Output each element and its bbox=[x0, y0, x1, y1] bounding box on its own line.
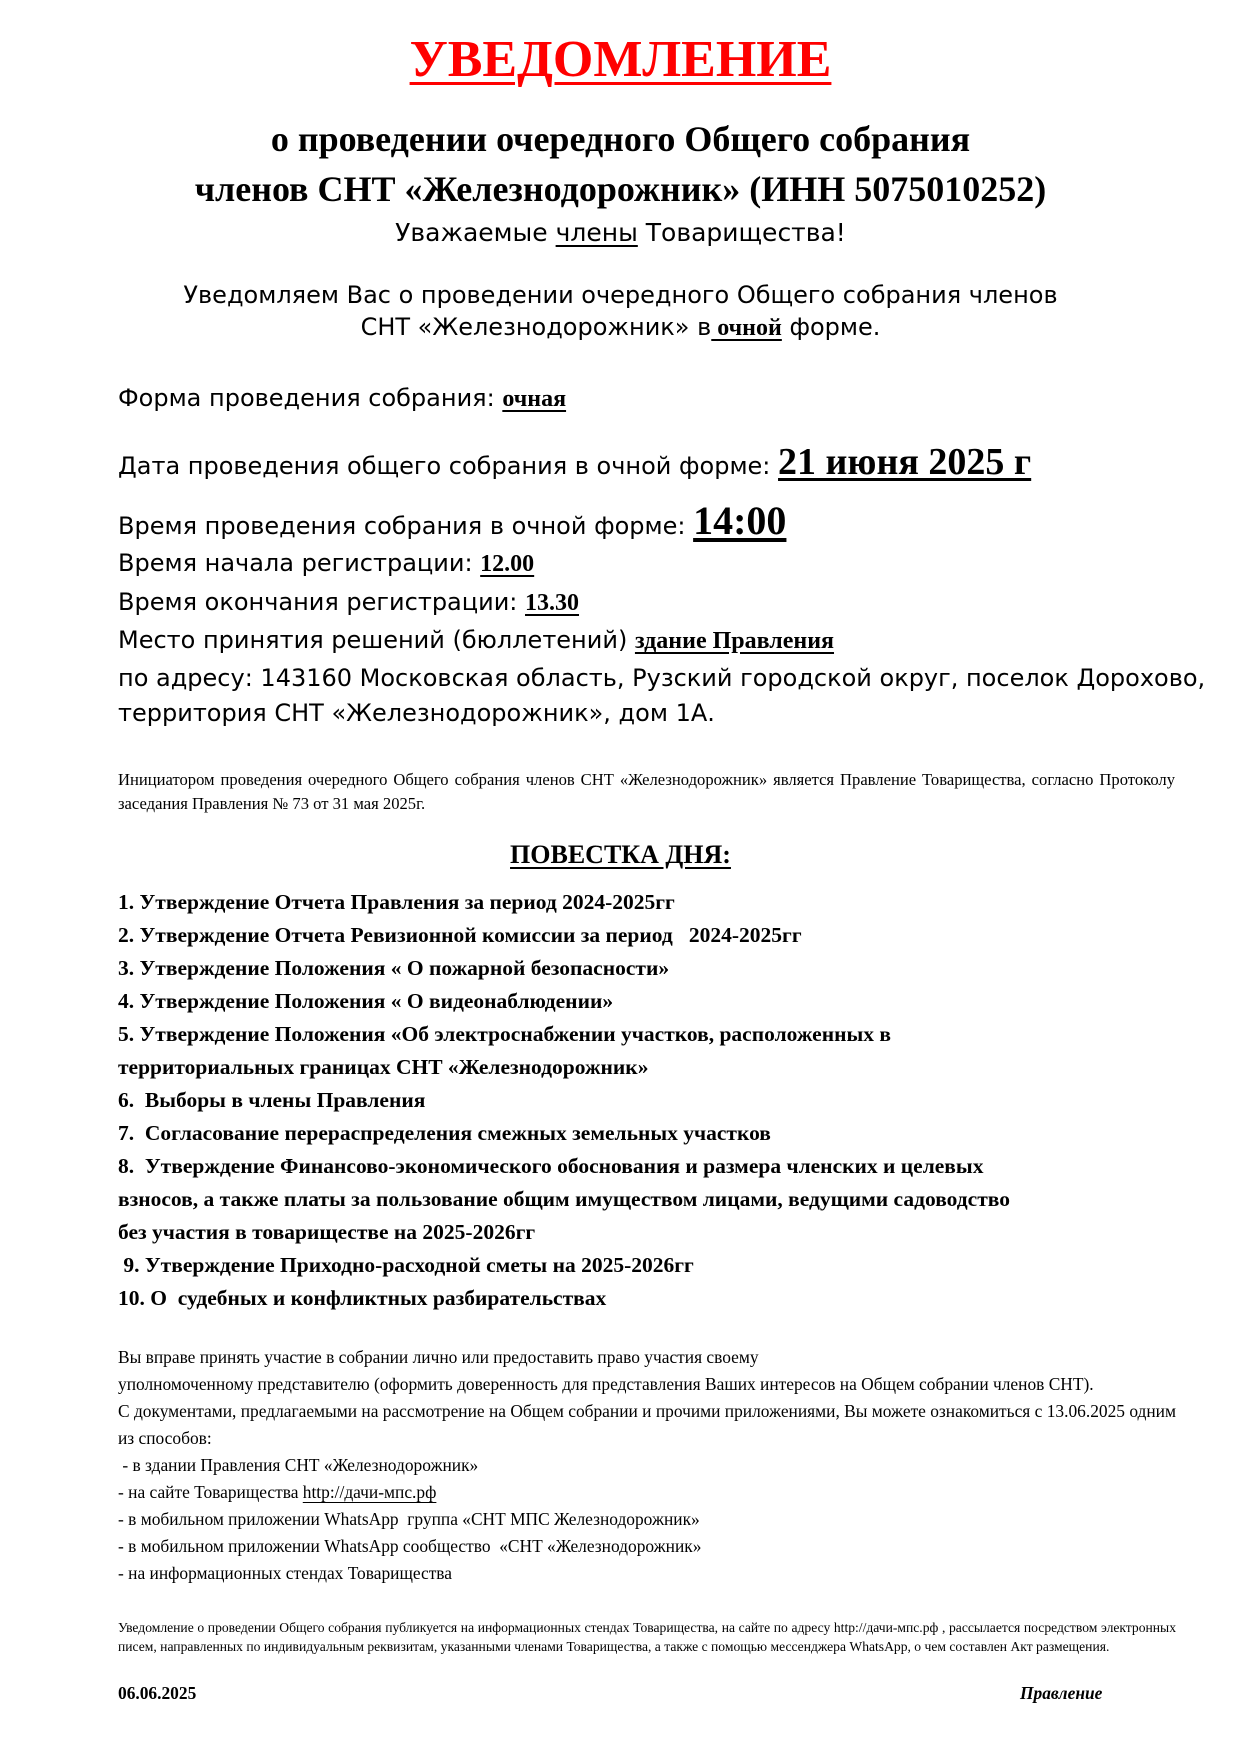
intro-line1: Уведомляем Вас о проведении очередного Общего собрания членов bbox=[183, 281, 1058, 309]
documents-paragraph: С документами, предлагаемыми на рассмотрение на Общем собрании и прочими приложениями, Вы можете ознакомиться с 13.06.2025 одним из способов: bbox=[118, 1401, 1176, 1448]
document-date: 06.06.2025 bbox=[118, 1683, 197, 1703]
participation-line1: Вы вправе принять участие в собрании лично или предоставить право участия своему bbox=[118, 1347, 759, 1367]
agenda-item: 9. Утверждение Приходно-расходной сметы на 2025-2026гг bbox=[118, 1253, 694, 1277]
way-whatsapp-community: - в мобильном приложении WhatsApp сообщество «СНТ «Железнодорожник» bbox=[118, 1536, 702, 1556]
initiator-paragraph: Инициатором проведения очередного Общего собрания членов СНТ «Железнодорожник» является Правление Товарищества, согласно Протоколу заседания Правления № 73 от 31 мая 2025г. bbox=[118, 770, 1175, 813]
document-subtitle-line1: о проведении очередного Общего собрания bbox=[270, 119, 971, 159]
agenda-item: 2. Утверждение Отчета Ревизионной комиссии за период 2024-2025гг bbox=[118, 923, 802, 947]
way-whatsapp-group: - в мобильном приложении WhatsApp группа «СНТ МПС Железнодорожник» bbox=[118, 1509, 700, 1529]
signature-board: Правление bbox=[1020, 1683, 1103, 1703]
way-website: - на сайте Товарищества http://дачи-мпс.рф bbox=[118, 1482, 437, 1502]
agenda-item: 1. Утверждение Отчета Правления за период 2024-2025гг bbox=[118, 890, 675, 914]
agenda-item: территориальных границах СНТ «Железнодорожник» bbox=[118, 1055, 649, 1079]
website-link[interactable]: http://дачи-мпс.рф bbox=[302, 1482, 437, 1502]
agenda-item: 8. Утверждение Финансово-экономического обоснования и размера членских и целевых bbox=[118, 1154, 984, 1178]
registration-end: Время окончания регистрации: 13.30 bbox=[118, 588, 580, 616]
intro-line2: СНТ «Железнодорожник» в очной форме. bbox=[360, 313, 881, 341]
greeting: Уважаемые члены Товарищества! bbox=[395, 218, 846, 247]
agenda-item: без участия в товариществе на 2025-2026гг bbox=[118, 1220, 536, 1244]
agenda-item: 5. Утверждение Положения «Об электроснабжении участков, расположенных в bbox=[118, 1022, 891, 1046]
info-block bbox=[118, 1344, 1176, 1587]
way-info-stands: - на информационных стендах Товарищества bbox=[118, 1563, 453, 1583]
way-board-building: - в здании Правления СНТ «Железнодорожник» bbox=[118, 1455, 479, 1475]
meeting-form: Форма проведения собрания: очная bbox=[118, 384, 567, 412]
document-title: УВЕДОМЛЕНИЕ bbox=[409, 31, 832, 88]
agenda-title: ПОВЕСТКА ДНЯ: bbox=[510, 840, 731, 869]
agenda-list bbox=[118, 886, 1010, 1315]
agenda-item: 4. Утверждение Положения « О видеонаблюдении» bbox=[118, 989, 614, 1013]
participation-rest: уполномоченному представителю (оформить доверенность для представления Ваших интересов на Общем собрании членов СНТ). bbox=[118, 1374, 1094, 1394]
document-subtitle-line2: членов СНТ «Железнодорожник» (ИНН 5075010252) bbox=[194, 169, 1047, 209]
agenda-item: взносов, а также платы за пользование общим имуществом лицами, ведущими садоводство bbox=[118, 1187, 1010, 1211]
agenda-item: 3. Утверждение Положения « О пожарной безопасности» bbox=[118, 956, 670, 980]
meeting-time: Время проведения собрания в очной форме: 14:00 bbox=[118, 498, 787, 543]
agenda-item: 10. О судебных и конфликтных разбирательствах bbox=[118, 1286, 607, 1310]
publication-notice: Уведомление о проведении Общего собрания публикуется на информационных стендах Товарищества, на сайте по адресу http://дачи-мпс.рф , рассылается посредством электронных писем, направленных по индивидуальным реквизитам, указанными членами Товарищества, а также с помощью мессенджера WhatsApp, о чем составлен Акт размещения. bbox=[118, 1620, 1176, 1654]
agenda-item: 6. Выборы в члены Правления bbox=[118, 1088, 426, 1112]
meeting-date: Дата проведения общего собрания в очной форме: 21 июня 2025 г bbox=[118, 441, 1032, 483]
registration-start: Время начала регистрации: 12.00 bbox=[118, 549, 535, 577]
address-line2: территория СНТ «Железнодорожник», дом 1А. bbox=[118, 699, 715, 727]
address-line1: по адресу: 143160 Московская область, Рузский городской округ, поселок Дорохово, bbox=[118, 664, 1206, 692]
decision-place: Место принятия решений (бюллетений) здание Правления bbox=[118, 626, 835, 654]
agenda-item: 7. Согласование перераспределения смежных земельных участков bbox=[118, 1121, 771, 1145]
